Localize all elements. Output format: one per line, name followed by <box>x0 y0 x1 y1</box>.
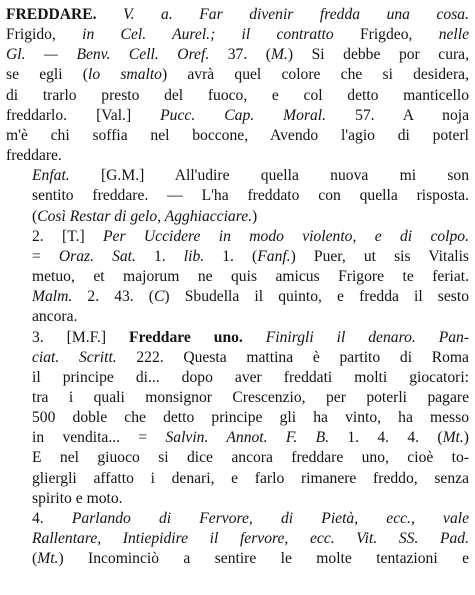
text-run: lo smalto <box>88 66 162 84</box>
text-line <box>6 348 469 368</box>
text-run: Oraz. Sat. <box>58 247 136 265</box>
text-run: spirito e moto. <box>32 489 123 507</box>
text-run: Finirgli il denaro. Pan- <box>265 328 470 346</box>
text-run <box>243 329 266 346</box>
text-line <box>6 146 469 166</box>
text-run: ) Puer, ut sis Vitalis <box>290 247 469 265</box>
dictionary-page <box>6 5 469 569</box>
text-line <box>6 86 469 106</box>
text-run: Rallentare, Intiepidire il fervore, ecc. Vit. SS. Pad. <box>32 530 469 548</box>
text-run: 2. [T.] <box>32 227 104 245</box>
text-line <box>6 307 469 327</box>
text-run: 500 doble che detto principe gli ha vinto, ha messo <box>32 409 469 427</box>
text-line <box>6 126 469 146</box>
text-line <box>6 328 469 348</box>
text-run: ( <box>32 550 38 568</box>
text-run: 3. [M.F.] <box>32 328 130 346</box>
text-line <box>6 448 469 468</box>
text-run: se egli ( <box>6 66 89 84</box>
text-run: il principe di... dopo aver freddati molti giocatori: <box>32 368 469 386</box>
text-run: nelle <box>438 26 469 44</box>
text-line <box>6 408 469 428</box>
text-line <box>6 287 469 307</box>
text-run: ) <box>252 207 258 225</box>
text-run: 1. <box>135 247 184 265</box>
text-run: V. a. Far divenir fredda una cosa. <box>123 6 469 23</box>
text-line <box>6 25 469 45</box>
text-run: Mt. <box>37 550 59 568</box>
text-run: in Cel. Aurel.; il contratto <box>82 26 334 44</box>
text-run: ancora. <box>32 308 78 326</box>
text-line <box>6 166 469 186</box>
text-run: di trarlo presto del fuoco, e col detto manticello <box>6 86 469 104</box>
text-run: 222. Questa mattina è partito di Roma <box>116 348 469 366</box>
text-run: 57. A noja <box>326 106 469 124</box>
text-run: ) <box>463 429 469 447</box>
text-line <box>6 529 469 549</box>
text-line <box>6 469 469 489</box>
text-line <box>6 186 469 206</box>
text-run: ) Sbudella il quinto, e fredda il sesto <box>164 288 469 306</box>
text-run: ) Incominciò a sentire le molte tentazioni e <box>58 550 469 568</box>
text-line <box>6 45 469 65</box>
text-run: freddare. <box>6 147 62 165</box>
text-line <box>6 267 469 287</box>
text-line <box>6 247 469 267</box>
headword: FREDDARE. <box>6 6 97 23</box>
text-run: lib. <box>183 247 205 265</box>
text-run: Frigido, <box>6 26 83 44</box>
text-run: Salvin. Annot. F. B. <box>165 429 329 447</box>
text-run: freddarlo. [Val.] <box>6 106 161 124</box>
entry-paragraph-1 <box>6 5 469 166</box>
text-run: Frigdeo, <box>333 26 439 44</box>
entry-paragraph-2 <box>6 166 469 226</box>
text-run: 2. 43. ( <box>72 288 155 306</box>
entry-paragraph-5 <box>6 509 469 569</box>
text-run: Malm. <box>32 288 73 306</box>
text-line <box>6 65 469 85</box>
text-run: ) avrà quel colore che si desidera, <box>161 66 469 84</box>
text-line <box>6 549 469 569</box>
text-run: in vendita... = <box>32 429 166 447</box>
text-run: C <box>154 288 165 306</box>
text-line <box>6 207 469 227</box>
text-run: ) Si debbe por cura, <box>287 46 470 64</box>
text-line <box>6 509 469 529</box>
text-run: Freddare uno. <box>129 328 243 346</box>
text-run: [G.M.] All'udire quella nuova mi son <box>69 167 469 185</box>
text-run: gliergli affatto i denari, e farlo rimanere freddo, senza <box>32 469 469 487</box>
text-line <box>6 368 469 388</box>
text-run: ( <box>32 207 38 225</box>
text-run: metuo, et majorum ne quis amicus Frigore te feriat. <box>32 268 469 286</box>
text-line <box>6 227 469 247</box>
text-run: E nel giuoco si dice ancora freddare uno, cioè to- <box>32 449 469 467</box>
text-line <box>6 388 469 408</box>
text-run: Così Restar di gelo, Agghiacciare. <box>37 207 253 225</box>
text-run: Parlando di Fervore, di Pietà, ecc., vale <box>71 509 469 527</box>
text-run: 4. <box>32 509 72 527</box>
text-run: tra i quali monsignor Crescenzio, per poterli pagare <box>32 388 469 406</box>
text-run: 1. 4. 4. ( <box>329 429 443 447</box>
text-line <box>6 5 469 25</box>
text-run: Gl. — Benv. Cell. Oref. <box>6 46 210 64</box>
dictionary-entry <box>6 5 469 569</box>
text-run: ciat. Scritt. <box>32 348 117 366</box>
text-run: 1. ( <box>204 247 258 265</box>
text-run: Mt. <box>442 429 464 447</box>
text-run: Enfat. <box>32 167 70 185</box>
text-run: 37. ( <box>209 46 271 64</box>
text-run: sentito freddare. — L'ha freddato con quella risposta. <box>32 187 469 205</box>
entry-paragraph-4 <box>6 328 469 509</box>
text-run: M. <box>271 46 288 64</box>
text-run: Pucc. Cap. Moral. <box>160 106 327 124</box>
text-run <box>97 6 124 23</box>
text-line <box>6 489 469 509</box>
text-run: m'è chi soffia nel boccone, Avendo l'agio di poterl <box>6 126 469 144</box>
entry-paragraph-3 <box>6 227 469 328</box>
text-run: Per Uccidere in modo violento, e di colpo. <box>103 227 469 245</box>
text-run: Fanf. <box>257 247 291 265</box>
text-run: = <box>32 247 59 265</box>
text-line <box>6 428 469 448</box>
text-line <box>6 106 469 126</box>
